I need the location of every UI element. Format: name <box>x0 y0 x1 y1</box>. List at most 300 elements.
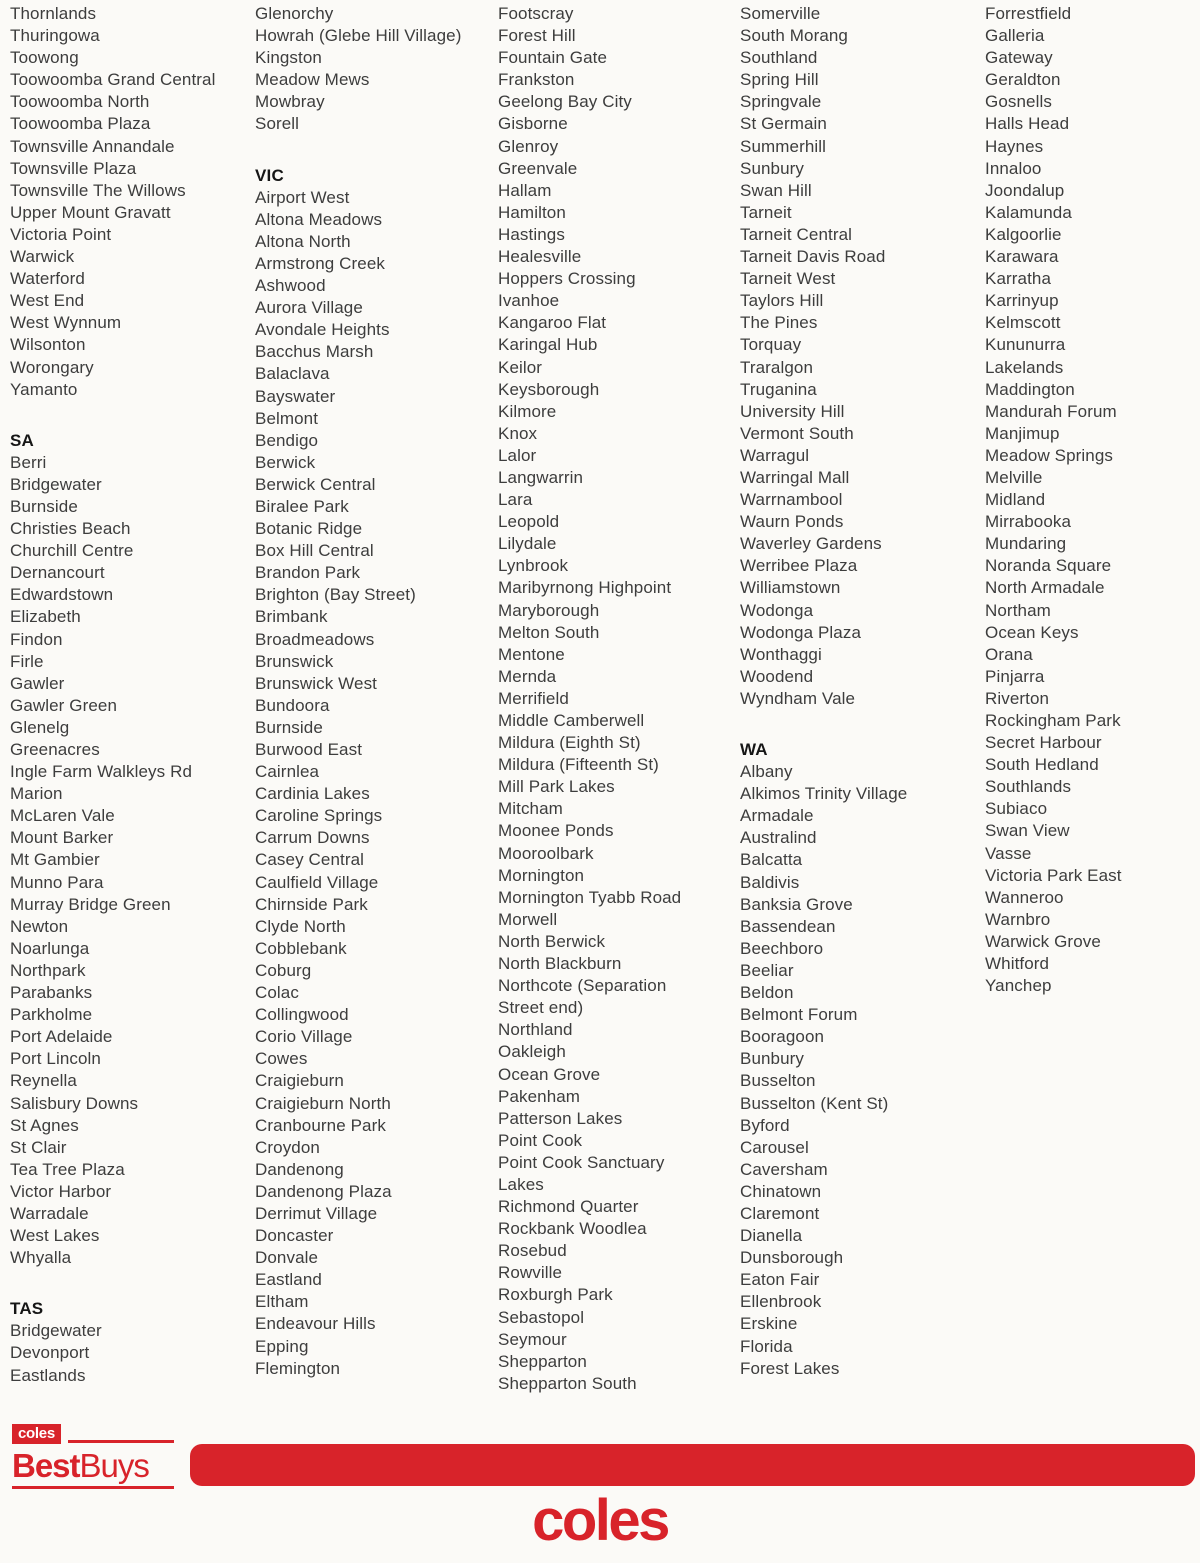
store-location: Maddington <box>985 379 1075 399</box>
store-location: Mowbray <box>255 92 325 112</box>
store-location: Wodonga Plaza <box>740 622 862 642</box>
store-location: Firle <box>10 651 44 671</box>
store-location: Karratha <box>985 269 1052 289</box>
store-location: St Clair <box>10 1137 67 1157</box>
store-location: Cardinia Lakes <box>255 784 370 804</box>
store-location: Northpark <box>10 960 86 980</box>
store-location: Forest Lakes <box>740 1358 840 1378</box>
store-location: Truganina <box>740 379 817 399</box>
store-location: Mornington <box>498 865 585 885</box>
store-location: Corio Village <box>255 1027 353 1047</box>
store-location: Worongary <box>10 357 94 377</box>
store-location: Beldon <box>740 983 794 1003</box>
store-location: Yamanto <box>10 379 78 399</box>
store-location: Leopold <box>498 512 560 532</box>
store-location: Byford <box>740 1115 790 1135</box>
store-location: Whyalla <box>10 1248 72 1268</box>
store-location: Southland <box>740 48 818 68</box>
store-location: Forest Hill <box>498 26 576 46</box>
store-location: Bassendean <box>740 916 836 936</box>
store-column-4 <box>740 3 985 1380</box>
store-location: Tea Tree Plaza <box>10 1159 125 1179</box>
store-location: Findon <box>10 629 63 649</box>
store-location: Cowes <box>255 1049 308 1069</box>
store-location: Waurn Ponds <box>740 512 844 532</box>
store-location: Secret Harbour <box>985 733 1102 753</box>
store-location: Middle Camberwell <box>498 711 645 730</box>
store-location: Toowoomba Plaza <box>10 114 151 134</box>
store-location: Williamstown <box>740 578 841 598</box>
store-location: Springvale <box>740 92 822 112</box>
store-location: Berwick Central <box>255 474 376 494</box>
state-heading: TAS <box>10 1299 44 1319</box>
store-location: Patterson Lakes <box>498 1108 623 1128</box>
store-location: Alkimos Trinity Village <box>740 784 908 804</box>
store-location: Swan View <box>985 821 1070 841</box>
store-location: Australind <box>740 828 817 848</box>
store-location: Townsville Plaza <box>10 158 137 178</box>
store-location: Geraldton <box>985 70 1061 90</box>
store-location: Beeliar <box>740 960 794 980</box>
store-location: Kalgoorlie <box>985 224 1062 244</box>
store-location: Hoppers Crossing <box>498 269 636 289</box>
store-location: Mundaring <box>985 534 1067 554</box>
store-location: Casey Central <box>255 850 365 870</box>
state-heading: VIC <box>255 165 284 185</box>
store-location: McLaren Vale <box>10 806 115 826</box>
store-location: South Hedland <box>985 755 1099 775</box>
store-location: Maribyrnong Highpoint <box>498 578 672 598</box>
store-location: Warwick <box>10 247 75 267</box>
store-location: Midland <box>985 490 1046 510</box>
store-location: Epping <box>255 1336 309 1356</box>
store-location: Salisbury Downs <box>10 1093 139 1113</box>
store-location: Mildura (Fifteenth St) <box>498 755 659 775</box>
store-location: Lilydale <box>498 534 557 554</box>
store-location: Baldivis <box>740 872 800 892</box>
store-location: Churchill Centre <box>10 541 134 561</box>
store-location: Footscray <box>498 4 574 23</box>
store-location: Vasse <box>985 843 1032 863</box>
store-location: Busselton (Kent St) <box>740 1093 889 1113</box>
store-location: Mildura (Eighth St) <box>498 733 641 753</box>
store-location: Northcote (Separation Street end) <box>498 976 667 1018</box>
store-location: Armadale <box>740 806 814 826</box>
store-location: Point Cook <box>498 1130 583 1150</box>
store-location: Gawler <box>10 673 65 693</box>
store-location: Upper Mount Gravatt <box>10 202 171 222</box>
store-location: Seymour <box>498 1329 567 1349</box>
store-location: Glenelg <box>10 717 70 737</box>
store-location: Mill Park Lakes <box>498 777 615 797</box>
store-location: Gisborne <box>498 114 568 134</box>
store-location: Donvale <box>255 1248 319 1268</box>
store-location: Sebastopol <box>498 1307 585 1327</box>
store-location: Keilor <box>498 357 543 377</box>
store-location: Shepparton <box>498 1351 587 1371</box>
store-location: Ocean Grove <box>498 1064 601 1084</box>
store-location: Toowong <box>10 48 79 68</box>
store-location: Tarneit West <box>740 269 836 289</box>
store-column-5 <box>985 3 1200 997</box>
store-location: Bendigo <box>255 430 319 450</box>
store-location: Brandon Park <box>255 563 361 583</box>
store-location: Shepparton South <box>498 1373 637 1393</box>
page-footer <box>0 1420 1200 1563</box>
store-location: Mount Barker <box>10 828 114 848</box>
store-location: Glenorchy <box>255 4 334 23</box>
store-location: Rockingham Park <box>985 711 1121 730</box>
store-location: Lara <box>498 490 533 510</box>
store-location: Warradale <box>10 1203 89 1223</box>
store-location: Albany <box>740 762 793 782</box>
store-location: Karingal Hub <box>498 335 598 355</box>
store-location: Halls Head <box>985 114 1070 134</box>
store-location: Kununurra <box>985 335 1066 355</box>
store-location: Tarneit Davis Road <box>740 247 886 267</box>
coles-bestbuys-logo <box>12 1424 174 1489</box>
store-location: Fountain Gate <box>498 48 608 68</box>
store-location: Northam <box>985 600 1051 620</box>
store-location: The Pines <box>740 313 818 333</box>
store-location: Innaloo <box>985 158 1042 178</box>
store-location: Newton <box>10 916 69 936</box>
store-location: Thuringowa <box>10 26 100 46</box>
bestbuys-logo-top-row <box>12 1424 174 1444</box>
store-column-3 <box>498 3 740 1395</box>
store-location: Waterford <box>10 269 85 289</box>
store-location: University Hill <box>740 401 845 421</box>
store-column-2 <box>255 3 498 1380</box>
store-location: Burnside <box>10 496 78 516</box>
store-location: Port Adelaide <box>10 1027 113 1047</box>
store-location: Frankston <box>498 70 575 90</box>
store-location: Balcatta <box>740 850 803 870</box>
store-location: Keysborough <box>498 379 600 399</box>
coles-box-logo: coles <box>12 1424 61 1444</box>
store-location: Karrinyup <box>985 291 1059 311</box>
store-location: Christies Beach <box>10 519 131 539</box>
store-location: Noranda Square <box>985 556 1112 576</box>
store-location: South Morang <box>740 26 848 46</box>
store-location: Rosebud <box>498 1241 567 1261</box>
store-location: Cranbourne Park <box>255 1115 386 1135</box>
store-location: Richmond Quarter <box>498 1197 639 1217</box>
store-location: Point Cook Sanctuary Lakes <box>498 1152 665 1194</box>
store-location: Ellenbrook <box>740 1292 822 1312</box>
store-location: Kelmscott <box>985 313 1061 333</box>
store-location: Lakelands <box>985 357 1064 377</box>
store-location: Victoria Park East <box>985 865 1122 885</box>
store-location: Roxburgh Park <box>498 1285 613 1305</box>
store-location: Claremont <box>740 1203 820 1223</box>
store-location: St Germain <box>740 114 827 134</box>
store-location: Craigieburn <box>255 1071 344 1091</box>
store-location: Dianella <box>740 1226 803 1246</box>
store-location: Brighton (Bay Street) <box>255 585 416 605</box>
store-location: Bayswater <box>255 386 336 406</box>
store-location: Knox <box>498 423 538 443</box>
store-location: Haynes <box>985 136 1044 156</box>
store-location: Ivanhoe <box>498 291 560 311</box>
bestbuys-rule-top <box>68 1440 174 1443</box>
store-location: Berri <box>10 452 47 472</box>
store-location: Burwood East <box>255 740 363 759</box>
store-location: Bridgewater <box>10 1321 102 1341</box>
store-location: Altona Meadows <box>255 209 383 229</box>
store-location: Forrestfield <box>985 4 1072 23</box>
store-location: Eastlands <box>10 1365 86 1385</box>
store-location: Torquay <box>740 335 802 355</box>
store-location: Thornlands <box>10 4 97 23</box>
bestbuys-wordmark <box>12 1449 174 1482</box>
store-location: Whitford <box>985 954 1050 974</box>
store-location: Caulfield Village <box>255 872 379 892</box>
store-location: Ashwood <box>255 276 326 296</box>
store-location: Meadow Mews <box>255 70 370 90</box>
store-location: Gateway <box>985 48 1053 68</box>
store-location: Gosnells <box>985 92 1052 112</box>
store-location: Summerhill <box>740 136 827 156</box>
store-location: Booragoon <box>740 1027 825 1047</box>
store-location: Warwick Grove <box>985 931 1101 951</box>
store-location: Wilsonton <box>10 335 86 355</box>
store-location: St Agnes <box>10 1115 79 1135</box>
store-location: Townsville Annandale <box>10 136 175 156</box>
store-location: Munno Para <box>10 872 104 892</box>
store-location: Bunbury <box>740 1049 805 1069</box>
store-location: Karawara <box>985 247 1059 267</box>
store-location: Croydon <box>255 1137 320 1157</box>
store-location: Florida <box>740 1336 793 1356</box>
store-location: Derrimut Village <box>255 1203 378 1223</box>
store-location: North Armadale <box>985 578 1105 598</box>
store-location: Swan Hill <box>740 180 812 200</box>
store-location: Moonee Ponds <box>498 821 614 841</box>
store-location: West Wynnum <box>10 313 122 333</box>
store-location: Marion <box>10 784 63 804</box>
store-location: Dunsborough <box>740 1248 844 1268</box>
store-location: Langwarrin <box>498 467 584 487</box>
store-location: Belmont Forum <box>740 1005 858 1025</box>
store-location: Tarneit <box>740 202 792 222</box>
store-location: Bacchus Marsh <box>255 342 374 362</box>
bestbuys-rule-bottom <box>12 1486 174 1489</box>
store-location: Manjimup <box>985 423 1060 443</box>
bestbuys-best-label: Best <box>12 1447 80 1484</box>
store-location: Broadmeadows <box>255 629 375 649</box>
store-location: Victoria Point <box>10 224 112 244</box>
store-location: Maryborough <box>498 600 600 620</box>
store-location: Brunswick West <box>255 673 378 693</box>
store-location: Noarlunga <box>10 938 90 958</box>
store-location: Mitcham <box>498 799 563 819</box>
store-location: Mandurah Forum <box>985 401 1117 421</box>
store-location: Wanneroo <box>985 887 1064 907</box>
store-location: Brunswick <box>255 651 334 671</box>
store-location: Coburg <box>255 960 312 980</box>
store-location: Carousel <box>740 1137 809 1157</box>
store-location: Hamilton <box>498 202 566 222</box>
store-location: Ingle Farm Walkleys Rd <box>10 762 193 782</box>
store-location: Sunbury <box>740 158 805 178</box>
store-location: Brimbank <box>255 607 328 627</box>
store-location: Doncaster <box>255 1226 334 1246</box>
store-location: Erskine <box>740 1314 798 1334</box>
coles-logo: coles <box>532 1488 668 1553</box>
store-location: Belmont <box>255 408 319 428</box>
store-location: Kalamunda <box>985 202 1072 222</box>
store-location: Warringal Mall <box>740 467 850 487</box>
store-location: Avondale Heights <box>255 320 390 340</box>
bestbuys-buys-label: Buys <box>79 1447 149 1484</box>
store-location: Ocean Keys <box>985 622 1079 642</box>
store-location: Hastings <box>498 224 565 244</box>
store-location: Southlands <box>985 777 1072 797</box>
store-location: Bundoora <box>255 695 330 715</box>
store-location: Somerville <box>740 4 821 23</box>
store-location: Mornington Tyabb Road <box>498 887 682 907</box>
store-location: Warnbro <box>985 909 1051 929</box>
store-location: Pinjarra <box>985 666 1045 686</box>
store-location: Airport West <box>255 187 350 207</box>
store-location: Box Hill Central <box>255 541 374 561</box>
store-location: Rowville <box>498 1263 563 1283</box>
store-location: Bridgewater <box>10 474 102 494</box>
store-location: Merrifield <box>498 688 569 708</box>
store-location: Gawler Green <box>10 695 118 715</box>
store-location: Beechboro <box>740 938 824 958</box>
store-location: Warragul <box>740 445 810 465</box>
store-location: Sorell <box>255 114 300 134</box>
store-location: Devonport <box>10 1343 90 1363</box>
store-location: Lalor <box>498 445 537 465</box>
store-location: Caroline Springs <box>255 806 383 826</box>
store-location: Busselton <box>740 1071 816 1091</box>
store-location: Waverley Gardens <box>740 534 882 554</box>
store-location: Wodonga <box>740 600 814 620</box>
store-location: Edwardstown <box>10 585 114 605</box>
store-location: Cobblebank <box>255 938 347 958</box>
store-location: Kangaroo Flat <box>498 313 607 333</box>
store-location: Tarneit Central <box>740 224 853 244</box>
store-location: Colac <box>255 983 299 1003</box>
store-location: Spring Hill <box>740 70 819 90</box>
red-banner-bar <box>190 1444 1195 1486</box>
store-location: Melville <box>985 467 1043 487</box>
state-heading: SA <box>10 430 35 450</box>
store-location: Botanic Ridge <box>255 519 363 539</box>
store-location: Glenroy <box>498 136 559 156</box>
store-location: Mirrabooka <box>985 512 1072 532</box>
store-location: Yanchep <box>985 976 1052 996</box>
store-location: Burnside <box>255 717 323 737</box>
store-location: Cairnlea <box>255 762 320 782</box>
store-location: Toowoomba North <box>10 92 150 112</box>
store-location: Geelong Bay City <box>498 92 632 112</box>
store-location: Endeavour Hills <box>255 1314 376 1334</box>
store-location: Balaclava <box>255 364 330 384</box>
store-location: Eastland <box>255 1270 322 1290</box>
store-location: Wyndham Vale <box>740 688 856 708</box>
store-location: Rockbank Woodlea <box>498 1219 647 1239</box>
store-location: Joondalup <box>985 180 1065 200</box>
store-location: Port Lincoln <box>10 1049 101 1069</box>
store-location: Riverton <box>985 688 1050 708</box>
store-location: North Berwick <box>498 931 606 951</box>
store-location: North Blackburn <box>498 954 622 974</box>
store-location: Chinatown <box>740 1181 822 1201</box>
store-location: Craigieburn North <box>255 1093 391 1113</box>
store-location: Collingwood <box>255 1005 349 1025</box>
store-location: Clyde North <box>255 916 346 936</box>
store-location: Mernda <box>498 666 557 686</box>
store-location: Howrah (Glebe Hill Village) <box>255 26 462 46</box>
store-location: Dernancourt <box>10 563 105 583</box>
store-location: Toowoomba Grand Central <box>10 70 216 90</box>
store-location: Kingston <box>255 48 322 68</box>
store-location: Woodend <box>740 666 814 686</box>
store-column-1 <box>10 3 255 1387</box>
store-location: Pakenham <box>498 1086 581 1106</box>
store-location: Eaton Fair <box>740 1270 820 1290</box>
store-location: Armstrong Creek <box>255 253 385 273</box>
store-location: Subiaco <box>985 799 1048 819</box>
store-location: Werribee Plaza <box>740 556 858 576</box>
store-location: Banksia Grove <box>740 894 853 914</box>
store-location: Wonthaggi <box>740 644 822 664</box>
store-location: Lynbrook <box>498 556 569 576</box>
store-location: Eltham <box>255 1292 309 1312</box>
store-location: Berwick <box>255 452 316 472</box>
store-location: Morwell <box>498 909 558 929</box>
store-location: Reynella <box>10 1071 77 1091</box>
store-location: Mt Gambier <box>10 850 100 870</box>
store-location: Murray Bridge Green <box>10 894 171 914</box>
store-location: Taylors Hill <box>740 291 824 311</box>
store-location: Hallam <box>498 180 552 200</box>
store-location: Caversham <box>740 1159 828 1179</box>
store-location: Traralgon <box>740 357 814 377</box>
store-location: Dandenong <box>255 1159 344 1179</box>
store-location: Chirnside Park <box>255 894 368 914</box>
store-location: Healesville <box>498 247 582 267</box>
store-location: Warrnambool <box>740 490 843 510</box>
store-location: Mooroolbark <box>498 843 594 863</box>
store-location: Altona North <box>255 231 351 251</box>
store-location: West Lakes <box>10 1226 100 1246</box>
store-location: Vermont South <box>740 423 854 443</box>
store-location: Northland <box>498 1020 573 1040</box>
store-location: Elizabeth <box>10 607 81 627</box>
store-location: Victor Harbor <box>10 1181 112 1201</box>
store-location: Parabanks <box>10 983 93 1003</box>
state-heading: WA <box>740 740 768 759</box>
store-location: Townsville The Willows <box>10 180 186 200</box>
store-location: West End <box>10 291 85 311</box>
store-location: Galleria <box>985 26 1045 46</box>
store-location: Melton South <box>498 622 600 642</box>
store-location: Mentone <box>498 644 565 664</box>
store-location: Flemington <box>255 1358 341 1378</box>
store-location: Aurora Village <box>255 298 363 318</box>
store-location: Greenacres <box>10 740 100 759</box>
store-location: Carrum Downs <box>255 828 370 848</box>
store-location: Greenvale <box>498 158 578 178</box>
store-location: Parkholme <box>10 1005 93 1025</box>
store-location: Orana <box>985 644 1033 664</box>
store-location: Kilmore <box>498 401 557 421</box>
